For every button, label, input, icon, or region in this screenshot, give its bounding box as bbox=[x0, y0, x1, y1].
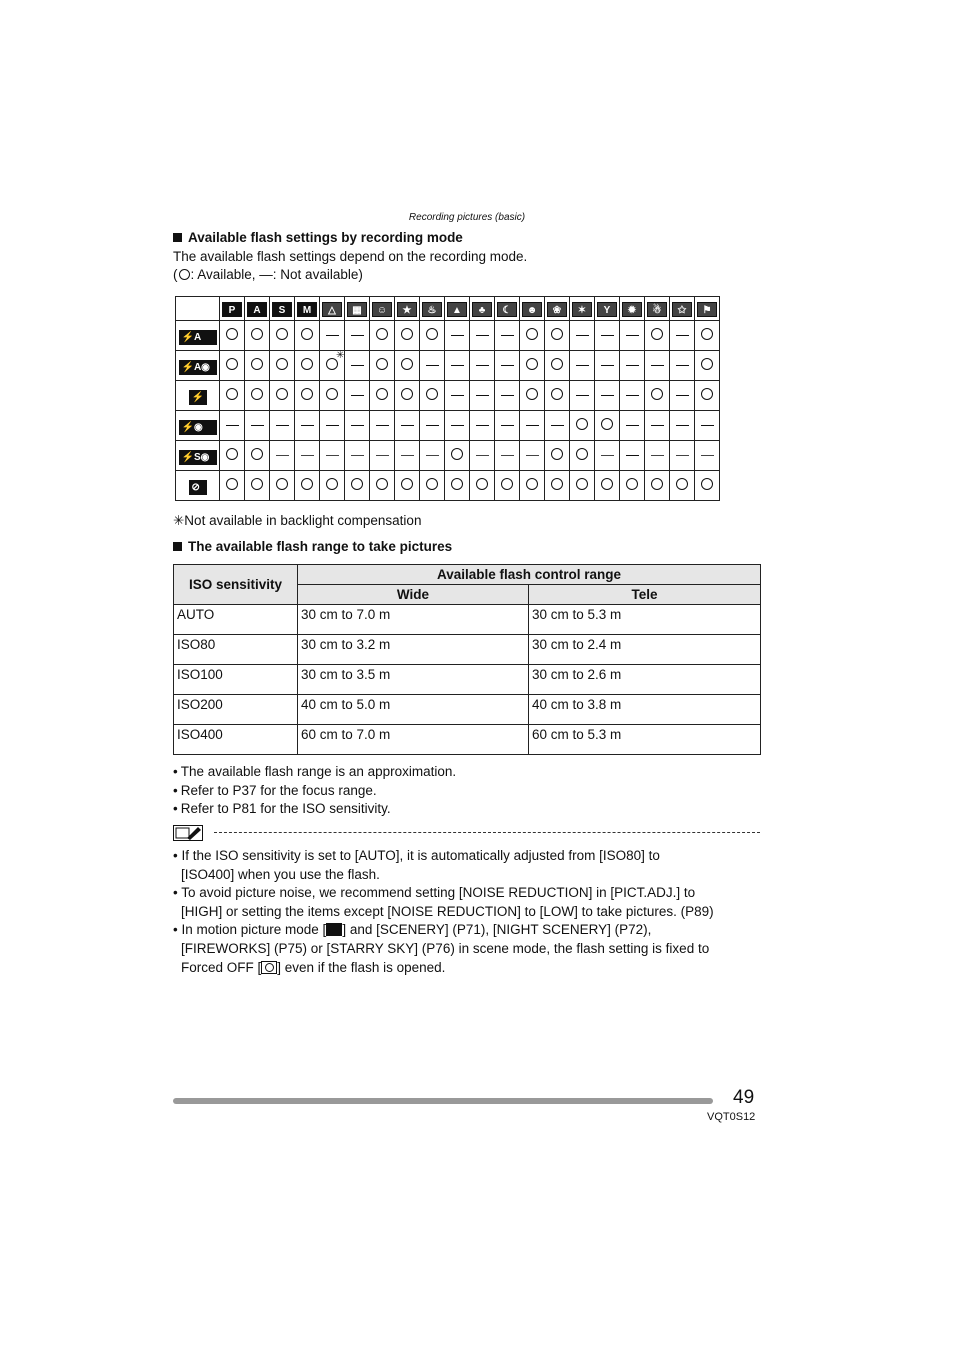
mode-night-icon: ☾ bbox=[497, 302, 517, 317]
not-available-mark bbox=[451, 425, 464, 426]
available-mark bbox=[451, 448, 463, 460]
available-mark bbox=[551, 358, 563, 370]
memo-bullets bbox=[173, 847, 773, 977]
table-row: ISO200 40 cm to 5.0 m 40 cm to 3.8 m bbox=[174, 695, 761, 725]
not-available-mark bbox=[601, 365, 614, 366]
available-mark bbox=[251, 448, 263, 460]
available-mark bbox=[326, 478, 338, 490]
not-available-mark bbox=[701, 425, 714, 426]
mode-cell-P bbox=[220, 297, 245, 321]
available-mark bbox=[226, 478, 238, 490]
slow-sync-redeye-flash-icon: ⚡S◉ bbox=[179, 450, 217, 465]
mode-A-icon: A bbox=[247, 302, 267, 317]
mode-cell-S bbox=[270, 297, 295, 321]
not-available-mark bbox=[576, 335, 589, 336]
range-header: Available flash control range bbox=[298, 565, 761, 585]
not-available-mark bbox=[676, 365, 689, 366]
available-mark bbox=[426, 388, 438, 400]
available-mark bbox=[326, 388, 338, 400]
available-mark bbox=[701, 478, 713, 490]
mode-cell-iA bbox=[320, 297, 345, 321]
flash-row bbox=[176, 471, 720, 501]
forced-on-flash-icon: ⚡ bbox=[189, 390, 207, 405]
available-mark bbox=[226, 328, 238, 340]
not-available-mark bbox=[401, 455, 414, 456]
available-mark bbox=[301, 478, 313, 490]
not-available-mark bbox=[451, 395, 464, 396]
available-mark bbox=[651, 328, 663, 340]
not-available-mark bbox=[476, 365, 489, 366]
available-mark bbox=[526, 388, 538, 400]
available-mark bbox=[401, 358, 413, 370]
memo-item: • If the ISO sensitivity is set to [AUTO], it is automatically adjusted from [ISO80] to [ISO400] when you use the flash. bbox=[173, 848, 660, 882]
not-available-mark bbox=[476, 455, 489, 456]
not-available-mark bbox=[651, 365, 664, 366]
note-approximation: • The available flash range is an approximation. bbox=[173, 764, 457, 779]
available-mark bbox=[476, 478, 488, 490]
not-available-mark bbox=[501, 455, 514, 456]
available-mark bbox=[576, 418, 588, 430]
not-available-mark bbox=[426, 455, 439, 456]
intro-text: The available flash settings depend on the recording mode. bbox=[173, 249, 528, 264]
available-mark bbox=[526, 328, 538, 340]
flash-range-table bbox=[173, 564, 761, 755]
mode-cell-fireworks bbox=[620, 297, 645, 321]
available-mark bbox=[276, 358, 288, 370]
not-available-mark bbox=[476, 395, 489, 396]
square-bullet-icon bbox=[173, 233, 182, 242]
mode-movie-icon: ▦ bbox=[347, 302, 367, 317]
mode-P-icon: P bbox=[222, 302, 242, 317]
table-row: ISO80 30 cm to 3.2 m 30 cm to 2.4 m bbox=[174, 635, 761, 665]
not-available-mark bbox=[551, 425, 564, 426]
not-available-mark bbox=[576, 365, 589, 366]
available-mark bbox=[701, 388, 713, 400]
not-available-mark bbox=[326, 455, 339, 456]
mode-starry-icon: ✩ bbox=[672, 302, 692, 317]
forced-off-icon bbox=[261, 961, 277, 974]
not-available-mark bbox=[526, 425, 539, 426]
table-row: AUTO 30 cm to 7.0 m 30 cm to 5.3 m bbox=[174, 605, 761, 635]
not-available-mark bbox=[601, 455, 614, 456]
not-available-mark bbox=[476, 425, 489, 426]
not-available-mark bbox=[676, 425, 689, 426]
not-available-mark bbox=[676, 455, 689, 456]
not-available-mark bbox=[651, 425, 664, 426]
not-available-mark bbox=[426, 425, 439, 426]
not-available-mark bbox=[301, 425, 314, 426]
available-mark bbox=[376, 328, 388, 340]
available-mark bbox=[376, 478, 388, 490]
not-available-mark bbox=[526, 455, 539, 456]
mode-cell-snow bbox=[645, 297, 670, 321]
mode-cell-high-sens bbox=[695, 297, 720, 321]
not-available-mark bbox=[626, 425, 639, 426]
mode-cell-night bbox=[495, 297, 520, 321]
available-mark bbox=[401, 388, 413, 400]
available-mark bbox=[551, 478, 563, 490]
wide-header: Wide bbox=[298, 585, 529, 605]
mode-cell-food bbox=[420, 297, 445, 321]
not-available-mark bbox=[501, 365, 514, 366]
mode-scenery-icon: ▲ bbox=[447, 302, 467, 317]
flash-row bbox=[176, 381, 720, 411]
page-header: Recording pictures (basic) bbox=[408, 212, 526, 223]
not-available-mark bbox=[326, 335, 339, 336]
available-mark bbox=[701, 328, 713, 340]
available-mark bbox=[226, 448, 238, 460]
not-available-mark bbox=[326, 425, 339, 426]
available-mark bbox=[526, 478, 538, 490]
available-mark bbox=[601, 478, 613, 490]
memo-item: • In motion picture mode [ ] and [SCENERY] (P71), [NIGHT SCENERY] (P72), [FIREWORKS] (P75) or [STARRY SKY] (P76) in scene mode, the flash setting is fixed to Forced OFF [ ] even if the flash is opened. bbox=[173, 922, 710, 975]
mode-pet-icon: ❀ bbox=[547, 302, 567, 317]
available-mark bbox=[351, 478, 363, 490]
mode-cell-party bbox=[470, 297, 495, 321]
legend-text: ( : Available, —: Not available) bbox=[173, 267, 363, 282]
not-available-mark bbox=[626, 335, 639, 336]
mode-cell-movie bbox=[345, 297, 370, 321]
flash-row bbox=[176, 351, 720, 381]
available-mark bbox=[401, 328, 413, 340]
not-available-mark bbox=[676, 395, 689, 396]
document-code: VQT0S12 bbox=[707, 1111, 756, 1123]
not-available-mark bbox=[351, 335, 364, 336]
not-available-mark bbox=[601, 395, 614, 396]
square-bullet-icon bbox=[173, 542, 182, 551]
mode-cell-portrait bbox=[370, 297, 395, 321]
not-available-mark bbox=[601, 335, 614, 336]
not-available-mark bbox=[651, 455, 664, 456]
available-mark bbox=[401, 478, 413, 490]
available-mark bbox=[251, 358, 263, 370]
mode-cell-baby bbox=[520, 297, 545, 321]
not-available-mark bbox=[501, 335, 514, 336]
mode-M-icon: M bbox=[297, 302, 317, 317]
available-mark bbox=[276, 388, 288, 400]
auto-redeye-flash-icon: ⚡A◉ bbox=[179, 360, 217, 375]
available-mark bbox=[301, 328, 313, 340]
tele-header: Tele bbox=[529, 585, 761, 605]
section-title-flash-range: The available flash range to take pictures bbox=[173, 539, 452, 554]
forced-on-redeye-flash-icon: ⚡◉ bbox=[179, 420, 217, 435]
memo-icon bbox=[173, 825, 203, 841]
mode-food-icon: ♨ bbox=[422, 302, 442, 317]
note-focus-range: • Refer to P37 for the focus range. bbox=[173, 783, 377, 798]
table-row: ISO400 60 cm to 7.0 m 60 cm to 5.3 m bbox=[174, 725, 761, 755]
mode-cell-starry bbox=[670, 297, 695, 321]
mode-party-icon: ♣ bbox=[472, 302, 492, 317]
available-mark bbox=[251, 328, 263, 340]
circle-icon bbox=[179, 269, 190, 280]
available-mark bbox=[576, 448, 588, 460]
available-mark: ✳ bbox=[326, 358, 338, 370]
not-available-mark bbox=[376, 455, 389, 456]
available-mark bbox=[301, 358, 313, 370]
mode-portrait-icon: ☺ bbox=[372, 302, 392, 317]
not-available-mark bbox=[376, 425, 389, 426]
not-available-mark bbox=[351, 425, 364, 426]
not-available-mark bbox=[276, 455, 289, 456]
not-available-mark bbox=[351, 365, 364, 366]
asterisk-note: ✳Not available in backlight compensation bbox=[173, 513, 422, 528]
not-available-mark bbox=[701, 455, 714, 456]
available-mark bbox=[301, 388, 313, 400]
available-mark bbox=[651, 478, 663, 490]
mode-cell-M bbox=[295, 297, 320, 321]
table-row: ISO100 30 cm to 3.5 m 30 cm to 2.6 m bbox=[174, 665, 761, 695]
mode-baby-icon: ☻ bbox=[522, 302, 542, 317]
footer-bar bbox=[173, 1098, 713, 1104]
auto-flash-icon: ⚡A bbox=[179, 330, 217, 345]
motion-picture-icon bbox=[326, 923, 342, 936]
not-available-mark bbox=[301, 455, 314, 456]
not-available-mark bbox=[226, 425, 239, 426]
available-mark bbox=[701, 358, 713, 370]
not-available-mark bbox=[451, 365, 464, 366]
available-mark bbox=[526, 358, 538, 370]
available-mark bbox=[501, 478, 513, 490]
mode-sports-icon: ★ bbox=[397, 302, 417, 317]
flash-row bbox=[176, 441, 720, 471]
available-mark bbox=[226, 358, 238, 370]
not-available-mark bbox=[451, 335, 464, 336]
not-available-mark bbox=[251, 425, 264, 426]
available-mark bbox=[551, 388, 563, 400]
mode-cell-cocktail bbox=[595, 297, 620, 321]
mode-S-icon: S bbox=[272, 302, 292, 317]
flash-row bbox=[176, 411, 720, 441]
available-mark bbox=[251, 478, 263, 490]
not-available-mark bbox=[676, 335, 689, 336]
not-available-mark bbox=[351, 395, 364, 396]
available-mark bbox=[626, 478, 638, 490]
available-mark bbox=[376, 358, 388, 370]
memo-item: • To avoid picture noise, we recommend setting [NOISE REDUCTION] in [PICT.ADJ.] to [HIGH] or setting the items except [NOISE REDUCTION] to [LOW] to take pictures. (P89) bbox=[173, 885, 714, 919]
not-available-mark bbox=[426, 365, 439, 366]
available-mark bbox=[276, 328, 288, 340]
flash-mode-table bbox=[175, 296, 720, 501]
not-available-mark bbox=[576, 395, 589, 396]
not-available-mark bbox=[626, 455, 639, 456]
note-iso: • Refer to P81 for the ISO sensitivity. bbox=[173, 801, 391, 816]
mode-cell-sports bbox=[395, 297, 420, 321]
corner-cell bbox=[176, 297, 220, 321]
not-available-mark bbox=[501, 395, 514, 396]
available-mark bbox=[426, 478, 438, 490]
mode-cocktail-icon: Y bbox=[597, 302, 617, 317]
available-mark bbox=[551, 328, 563, 340]
not-available-mark bbox=[626, 395, 639, 396]
mode-high-sens-icon: ⚑ bbox=[697, 302, 717, 317]
mode-fireworks-icon: ✹ bbox=[622, 302, 642, 317]
page-number: 49 bbox=[733, 1087, 755, 1108]
available-mark bbox=[676, 478, 688, 490]
mode-cell-scenery bbox=[445, 297, 470, 321]
section-title-flash-settings: Available flash settings by recording mode bbox=[173, 230, 463, 245]
mode-cell-pet bbox=[545, 297, 570, 321]
available-mark bbox=[251, 388, 263, 400]
available-mark bbox=[601, 418, 613, 430]
available-mark bbox=[451, 478, 463, 490]
available-mark bbox=[551, 448, 563, 460]
available-mark bbox=[276, 478, 288, 490]
not-available-mark bbox=[401, 425, 414, 426]
available-mark bbox=[226, 388, 238, 400]
not-available-mark bbox=[501, 425, 514, 426]
available-mark bbox=[426, 328, 438, 340]
mode-cell-A bbox=[245, 297, 270, 321]
available-mark bbox=[651, 388, 663, 400]
flash-row bbox=[176, 321, 720, 351]
available-mark bbox=[576, 478, 588, 490]
not-available-mark bbox=[351, 455, 364, 456]
available-mark bbox=[376, 388, 388, 400]
forced-off-flash-icon: ⊘ bbox=[189, 480, 207, 495]
mode-candle-icon: ✶ bbox=[572, 302, 592, 317]
mode-iA-icon: △ bbox=[322, 302, 342, 317]
not-available-mark bbox=[626, 365, 639, 366]
mode-snow-icon: ☃ bbox=[647, 302, 667, 317]
iso-header: ISO sensitivity bbox=[174, 565, 298, 605]
not-available-mark bbox=[476, 335, 489, 336]
mode-cell-candle bbox=[570, 297, 595, 321]
divider bbox=[214, 832, 760, 833]
not-available-mark bbox=[276, 425, 289, 426]
